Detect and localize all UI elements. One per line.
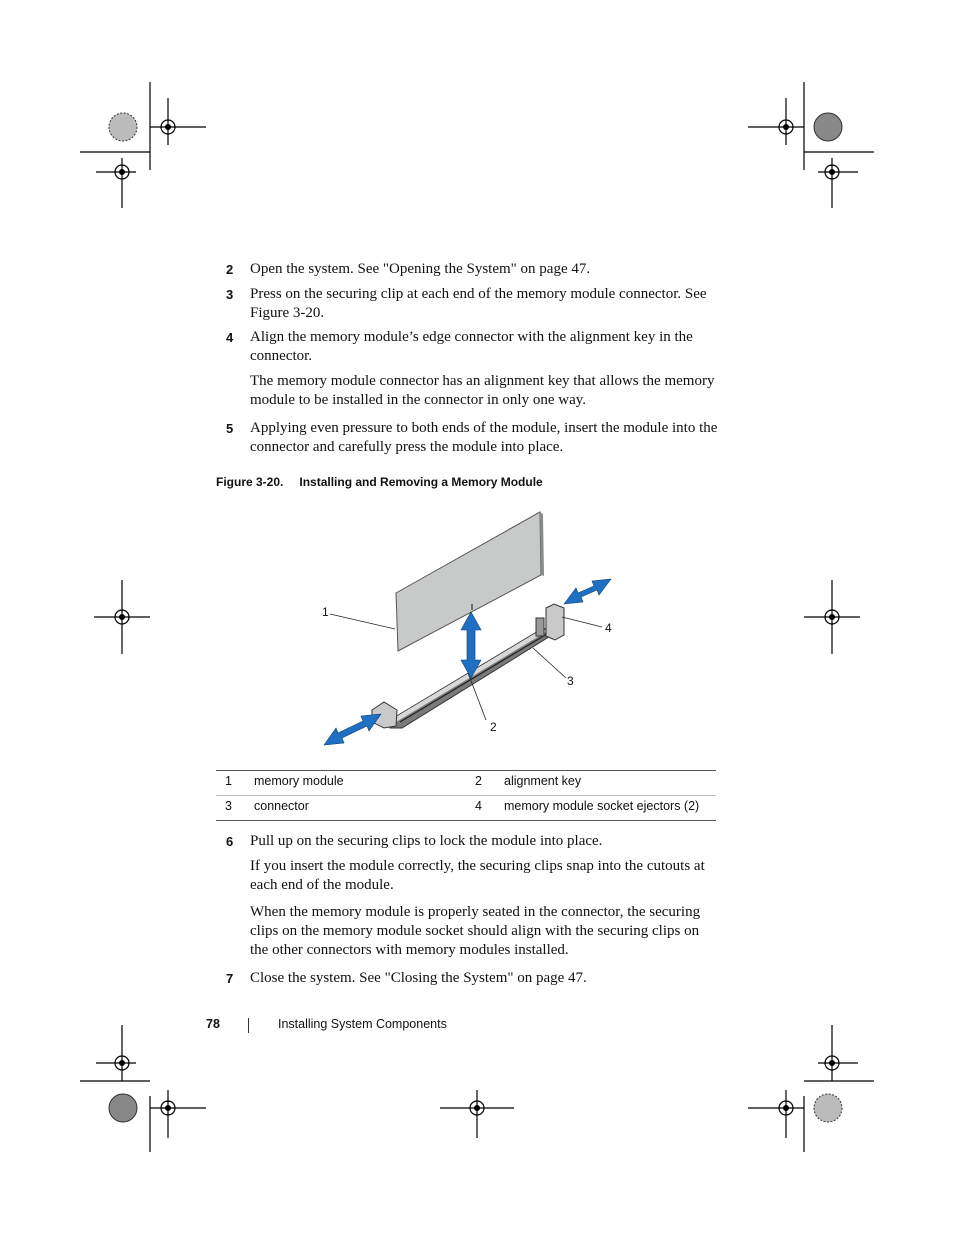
figure-caption bbox=[216, 475, 543, 489]
legend-number: 3 bbox=[225, 799, 232, 813]
legend-row bbox=[216, 795, 716, 821]
legend-text: memory module socket ejectors (2) bbox=[504, 799, 700, 813]
left-arrow bbox=[324, 714, 381, 745]
step-number: 2 bbox=[226, 262, 234, 277]
step-number: 5 bbox=[226, 421, 234, 436]
callout-3: 3 bbox=[567, 674, 574, 688]
memory-module-illustration bbox=[300, 500, 740, 760]
step-text: Open the system. See "Opening the System" on page 47. bbox=[250, 261, 591, 277]
step-text: Align the memory module’s edge connector with the alignment key in the connector. bbox=[250, 329, 693, 364]
step-number: 4 bbox=[226, 330, 234, 345]
legend-number: 4 bbox=[475, 799, 482, 813]
step-text: Pull up on the securing clips to lock the module into place. bbox=[250, 833, 603, 849]
step-6-note: If you insert the module correctly, the securing clips snap into the cutouts at each end of the module. bbox=[250, 858, 705, 893]
legend-text: connector bbox=[254, 799, 309, 813]
legend-text: memory module bbox=[254, 774, 344, 788]
footer-divider bbox=[248, 1018, 249, 1033]
legend-row bbox=[216, 771, 716, 795]
footer-section-title: Installing System Components bbox=[278, 1017, 447, 1031]
callout-4: 4 bbox=[605, 621, 612, 635]
legend-text: alignment key bbox=[504, 774, 582, 788]
step-number: 7 bbox=[226, 971, 234, 986]
figure-title: Installing and Removing a Memory Module bbox=[299, 475, 543, 489]
step-text: Close the system. See "Closing the System" on page 47. bbox=[250, 970, 587, 986]
step-4-note: The memory module connector has an alignment key that allows the memory module to be installed in the connector in only one way. bbox=[250, 373, 715, 408]
callout-1: 1 bbox=[322, 605, 329, 619]
page-number: 78 bbox=[206, 1017, 220, 1031]
step-number: 3 bbox=[226, 287, 234, 302]
legend-number: 2 bbox=[475, 774, 482, 788]
figure-legend-table bbox=[216, 770, 716, 821]
step-number: 6 bbox=[226, 834, 234, 849]
legend-number: 1 bbox=[225, 774, 232, 788]
right-ejector bbox=[546, 604, 564, 640]
step-6-note-2: When the memory module is properly seated in the connector, the securing clips on the memory module socket should align with the securing clips on the other connectors with memory modules installed. bbox=[250, 904, 701, 958]
step-text: Press on the securing clip at each end of the memory module connector. See Figure 3-20. bbox=[250, 286, 707, 321]
figure-label: Figure 3-20. bbox=[216, 475, 284, 489]
right-arrow bbox=[564, 579, 611, 604]
step-text: Applying even pressure to both ends of the module, insert the module into the connector and carefully press the module into place. bbox=[250, 420, 718, 455]
callout-2: 2 bbox=[490, 720, 497, 734]
